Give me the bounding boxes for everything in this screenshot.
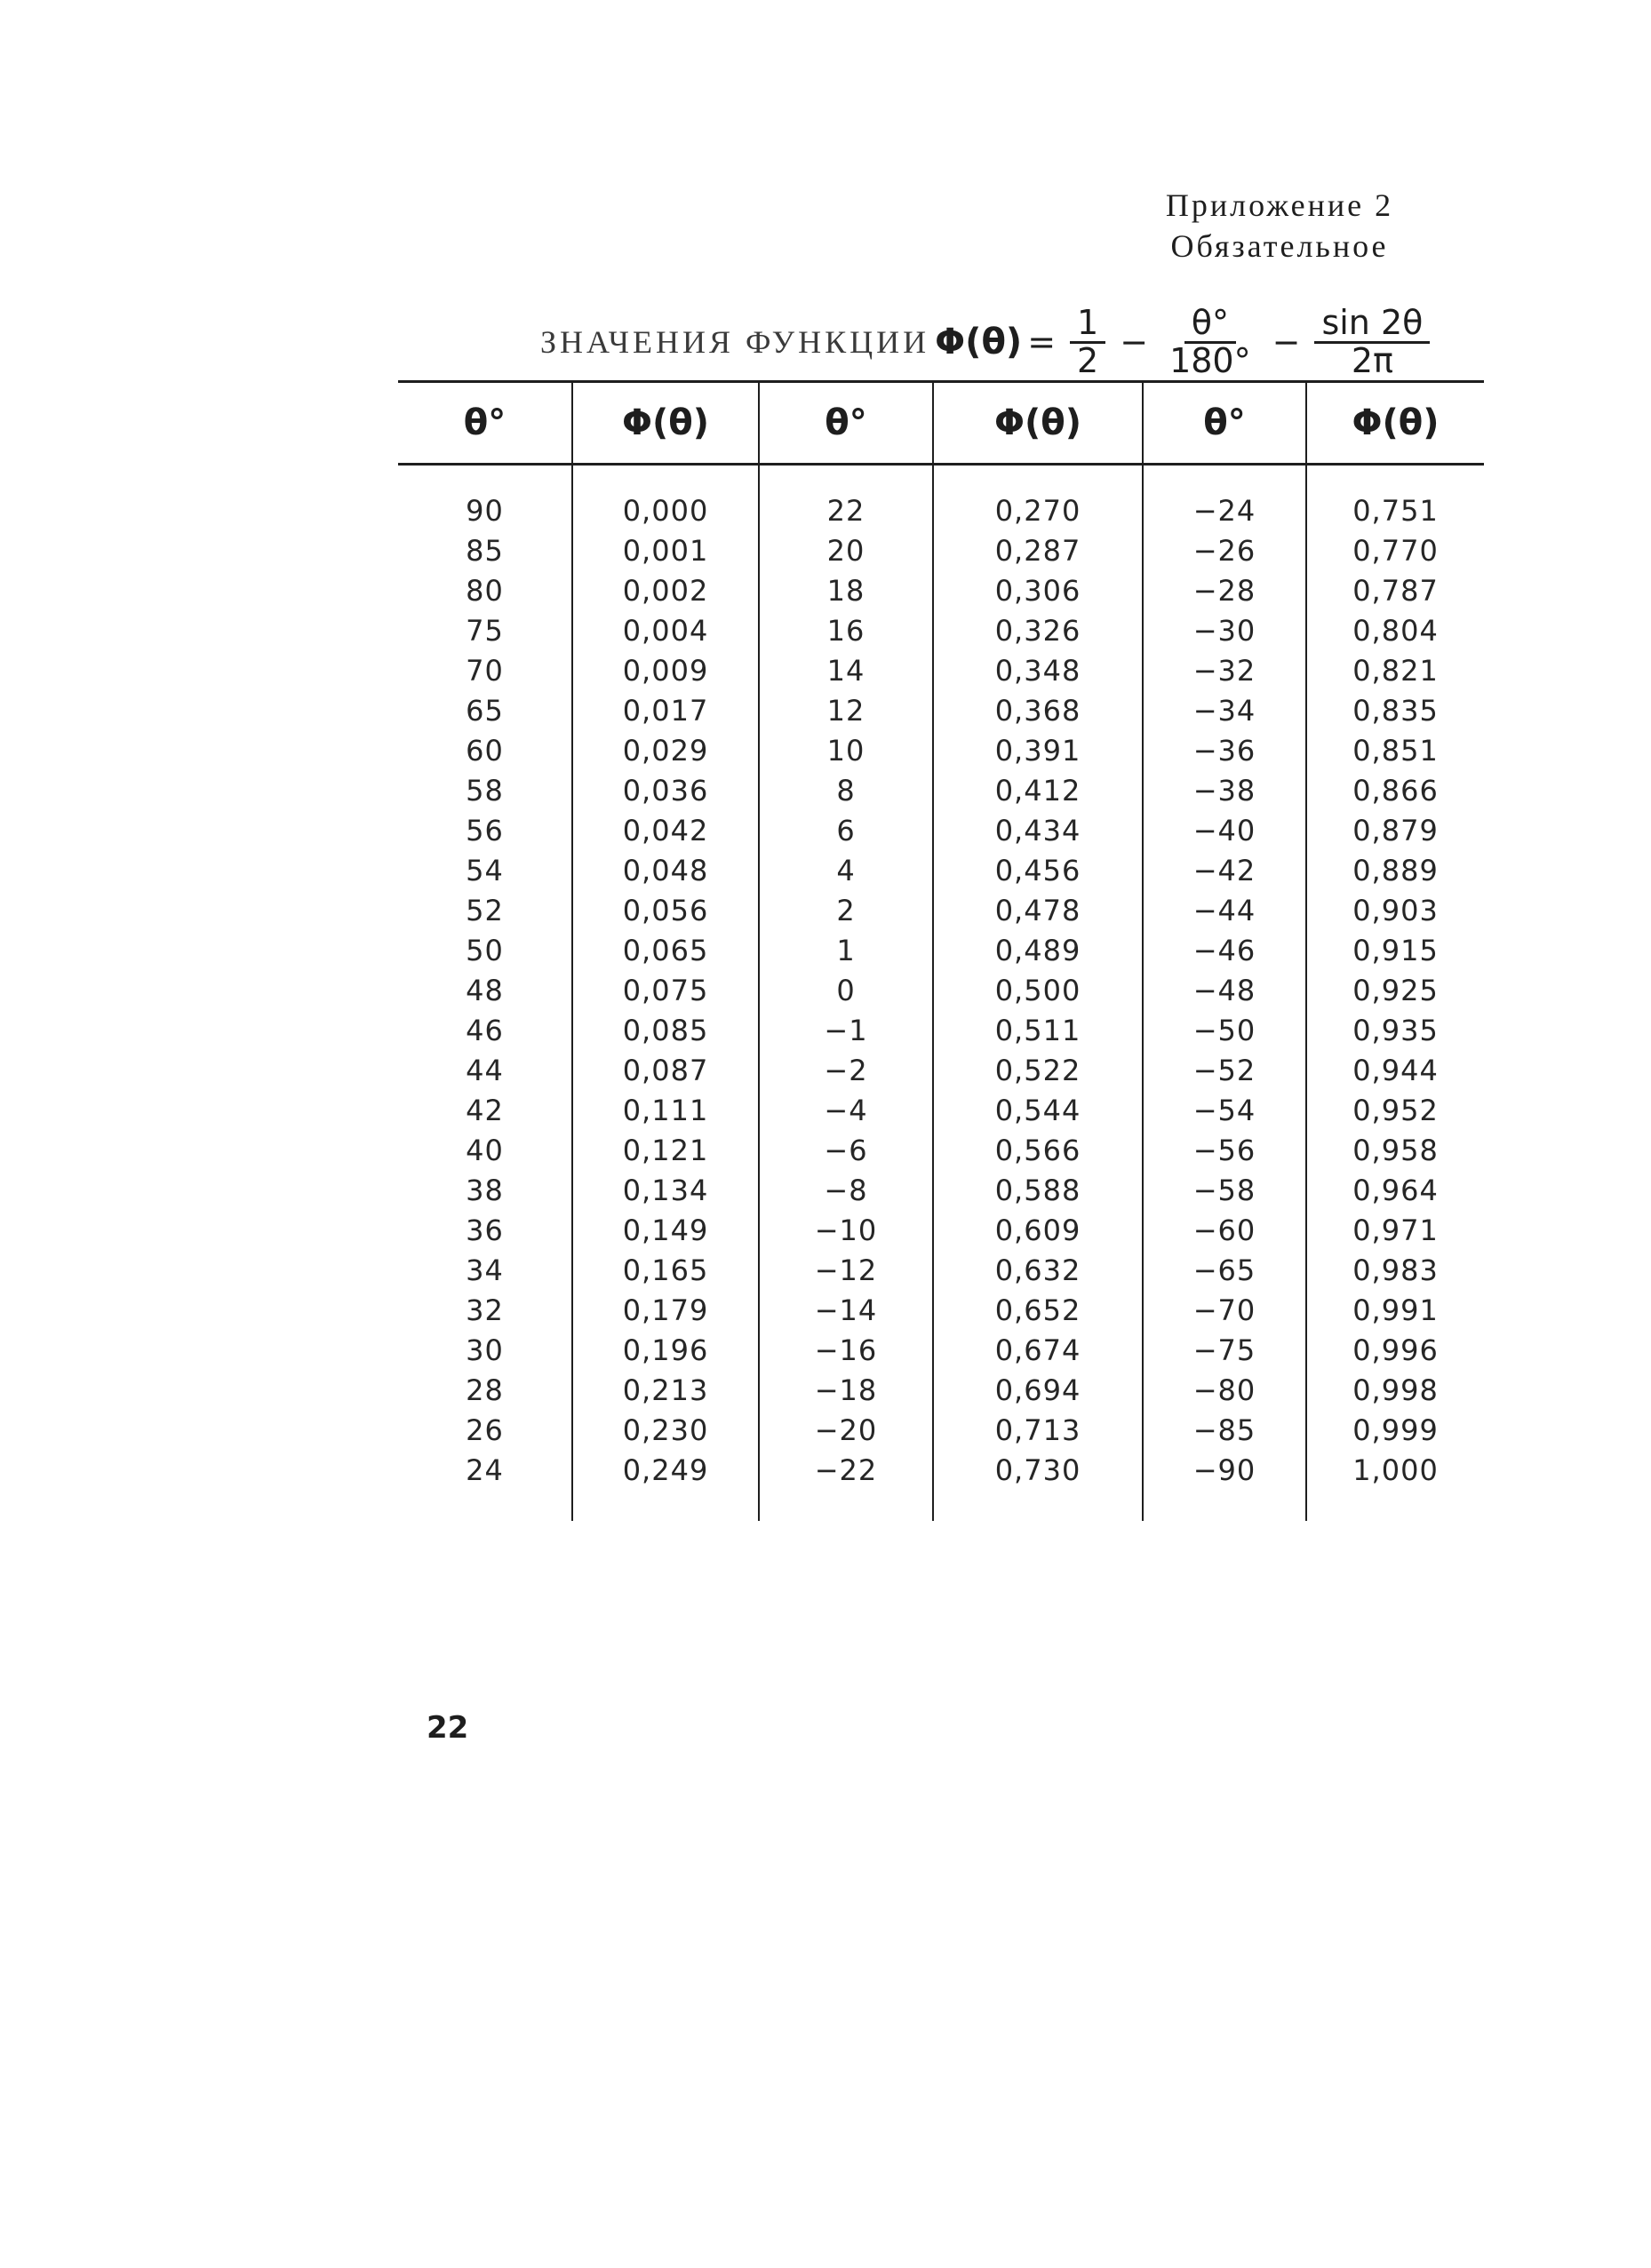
- phi-value-cell: 0,075: [572, 971, 759, 1011]
- fraction-denominator: 2: [1077, 340, 1099, 380]
- angle-cell: −22: [759, 1451, 933, 1491]
- fraction-numerator: sin 2θ: [1314, 306, 1430, 344]
- angle-cell: −38: [1143, 771, 1306, 811]
- phi-value-cell: 0,456: [933, 851, 1143, 891]
- angle-cell: 70: [466, 654, 504, 688]
- phi-value-cell: 1,000: [1306, 1451, 1484, 1491]
- phi-value-cell: 0,952: [1306, 1091, 1484, 1131]
- angle-cell: 52: [466, 894, 504, 927]
- angle-cell: 40: [466, 1134, 504, 1167]
- angle-cell: −50: [1143, 1011, 1306, 1051]
- angle-cell: −44: [1143, 891, 1306, 931]
- fraction-numerator: 1: [1070, 306, 1105, 344]
- phi-value-cell: 0,632: [933, 1251, 1143, 1291]
- column-header-phi: Φ(θ): [933, 382, 1143, 465]
- column-header-phi: Φ(θ): [1306, 382, 1484, 465]
- angle-cell: 6: [759, 811, 933, 851]
- phi-value-cell: 0,500: [933, 971, 1143, 1011]
- spacer-cell: [1306, 1491, 1484, 1521]
- table-row: [398, 1091, 1484, 1131]
- table-row: [398, 1291, 1484, 1331]
- angle-cell: −20: [759, 1411, 933, 1451]
- phi-value-cell: 0,213: [572, 1371, 759, 1411]
- phi-value-cell: 0,391: [933, 731, 1143, 771]
- phi-value-cell: 0,196: [572, 1331, 759, 1371]
- column-header-angle: θ°: [1143, 382, 1306, 465]
- column-header-phi: Φ(θ): [572, 382, 759, 465]
- phi-value-cell: 0,713: [933, 1411, 1143, 1451]
- phi-value-cell: 0,412: [933, 771, 1143, 811]
- phi-value-cell: 0,042: [572, 811, 759, 851]
- table-row: [398, 971, 1484, 1011]
- spacer-cell: [759, 1491, 933, 1521]
- table-spacer-row: [398, 465, 1484, 491]
- angle-cell: 58: [466, 774, 504, 808]
- angle-cell: 30: [466, 1333, 504, 1367]
- angle-cell: −28: [1143, 571, 1306, 611]
- table-row: [398, 691, 1484, 731]
- angle-cell: −48: [1143, 971, 1306, 1011]
- angle-cell: −14: [759, 1291, 933, 1331]
- phi-value-cell: 0,770: [1306, 531, 1484, 571]
- angle-cell: −56: [1143, 1131, 1306, 1171]
- angle-cell: 14: [759, 651, 933, 691]
- angle-cell: 80: [466, 574, 504, 608]
- formula-fraction-half: [1070, 302, 1105, 380]
- phi-value-cell: 0,983: [1306, 1251, 1484, 1291]
- angle-cell: 50: [466, 934, 504, 967]
- formula-minus: −: [1120, 322, 1149, 362]
- phi-value-cell: 0,121: [572, 1131, 759, 1171]
- angle-cell: 28: [466, 1373, 504, 1407]
- phi-value-cell: 0,889: [1306, 851, 1484, 891]
- angle-cell: 22: [759, 491, 933, 531]
- table-row: [398, 611, 1484, 651]
- table-row: [398, 1371, 1484, 1411]
- phi-value-cell: 0,179: [572, 1291, 759, 1331]
- spacer-cell: [572, 465, 759, 491]
- table-body: [398, 465, 1484, 1521]
- phi-value-cell: 0,085: [572, 1011, 759, 1051]
- phi-value-cell: 0,991: [1306, 1291, 1484, 1331]
- phi-value-cell: 0,004: [572, 611, 759, 651]
- angle-cell: 2: [759, 891, 933, 931]
- phi-value-cell: 0,368: [933, 691, 1143, 731]
- table-row: [398, 1011, 1484, 1051]
- angle-cell: −80: [1143, 1371, 1306, 1411]
- angle-cell: 75: [466, 614, 504, 648]
- phi-value-cell: 0,915: [1306, 931, 1484, 971]
- angle-cell: −18: [759, 1371, 933, 1411]
- table-row: [398, 531, 1484, 571]
- spacer-cell: [933, 465, 1143, 491]
- angle-cell: 24: [466, 1453, 504, 1487]
- angle-cell: −26: [1143, 531, 1306, 571]
- table-row: [398, 1331, 1484, 1371]
- phi-value-cell: 0,787: [1306, 571, 1484, 611]
- table-row: [398, 931, 1484, 971]
- spacer-cell: [1143, 465, 1306, 491]
- phi-value-cell: 0,165: [572, 1251, 759, 1291]
- angle-cell: 16: [759, 611, 933, 651]
- angle-cell: −46: [1143, 931, 1306, 971]
- angle-cell: 12: [759, 691, 933, 731]
- fraction-numerator: θ°: [1184, 306, 1236, 344]
- spacer-cell: [933, 1491, 1143, 1521]
- phi-value-cell: 0,674: [933, 1331, 1143, 1371]
- formula-minus: −: [1272, 322, 1301, 362]
- angle-cell: 34: [466, 1253, 504, 1287]
- angle-cell: 26: [466, 1413, 504, 1447]
- phi-value-cell: 0,048: [572, 851, 759, 891]
- angle-cell: 90: [466, 494, 504, 528]
- spacer-cell: [1306, 465, 1484, 491]
- phi-value-cell: 0,851: [1306, 731, 1484, 771]
- angle-cell: 48: [466, 974, 504, 1007]
- table-row: [398, 851, 1484, 891]
- phi-value-cell: 0,029: [572, 731, 759, 771]
- phi-value-cell: 0,306: [933, 571, 1143, 611]
- phi-value-cell: 0,478: [933, 891, 1143, 931]
- table-row: [398, 491, 1484, 531]
- spacer-cell: [398, 1491, 572, 1521]
- appendix-status: Обязательное: [1170, 228, 1389, 264]
- phi-value-cell: 0,056: [572, 891, 759, 931]
- formula-lhs: Φ(θ): [935, 322, 1023, 362]
- phi-value-cell: 0,958: [1306, 1131, 1484, 1171]
- phi-value-cell: 0,999: [1306, 1411, 1484, 1451]
- phi-value-cell: 0,270: [933, 491, 1143, 531]
- phi-value-cell: 0,230: [572, 1411, 759, 1451]
- angle-cell: 44: [466, 1054, 504, 1087]
- angle-cell: 85: [466, 534, 504, 568]
- phi-value-cell: 0,964: [1306, 1171, 1484, 1211]
- angle-cell: 0: [759, 971, 933, 1011]
- angle-cell: 42: [466, 1094, 504, 1127]
- angle-cell: −1: [759, 1011, 933, 1051]
- phi-value-cell: 0,002: [572, 571, 759, 611]
- table-row: [398, 771, 1484, 811]
- phi-value-cell: 0,009: [572, 651, 759, 691]
- angle-cell: −60: [1143, 1211, 1306, 1251]
- table-header-row: [398, 382, 1484, 465]
- phi-value-cell: 0,000: [572, 491, 759, 531]
- phi-value-cell: 0,326: [933, 611, 1143, 651]
- phi-value-cell: 0,149: [572, 1211, 759, 1251]
- angle-cell: 38: [466, 1174, 504, 1207]
- phi-value-cell: 0,879: [1306, 811, 1484, 851]
- formula-fraction-angle: [1162, 302, 1258, 380]
- phi-value-cell: 0,017: [572, 691, 759, 731]
- appendix-label: Приложение 2: [1165, 187, 1394, 223]
- table-row: [398, 1131, 1484, 1171]
- angle-cell: −6: [759, 1131, 933, 1171]
- table-row: [398, 1411, 1484, 1451]
- phi-value-cell: 0,835: [1306, 691, 1484, 731]
- angle-cell: 10: [759, 731, 933, 771]
- phi-value-cell: 0,566: [933, 1131, 1143, 1171]
- spacer-cell: [398, 465, 572, 491]
- table-row: [398, 651, 1484, 691]
- angle-cell: 20: [759, 531, 933, 571]
- spacer-cell: [1143, 1491, 1306, 1521]
- angle-cell: 18: [759, 571, 933, 611]
- phi-value-cell: 0,996: [1306, 1331, 1484, 1371]
- angle-cell: 32: [466, 1293, 504, 1327]
- angle-cell: −4: [759, 1091, 933, 1131]
- angle-cell: −42: [1143, 851, 1306, 891]
- table-row: [398, 731, 1484, 771]
- table-row: [398, 1051, 1484, 1091]
- angle-cell: −52: [1143, 1051, 1306, 1091]
- phi-value-cell: 0,903: [1306, 891, 1484, 931]
- angle-cell: −85: [1143, 1411, 1306, 1451]
- table-row: [398, 1251, 1484, 1291]
- fraction-denominator: 180°: [1169, 340, 1251, 380]
- phi-value-cell: 0,522: [933, 1051, 1143, 1091]
- table-row: [398, 891, 1484, 931]
- angle-cell: −2: [759, 1051, 933, 1091]
- formula-title: [540, 293, 1447, 391]
- angle-cell: 65: [466, 694, 504, 728]
- formula-equals: =: [1027, 322, 1057, 362]
- spacer-cell: [572, 1491, 759, 1521]
- fraction-denominator: 2π: [1351, 340, 1393, 380]
- phi-value-cell: 0,694: [933, 1371, 1143, 1411]
- angle-cell: −32: [1143, 651, 1306, 691]
- phi-value-cell: 0,544: [933, 1091, 1143, 1131]
- column-header-angle: θ°: [398, 382, 572, 465]
- phi-value-cell: 0,730: [933, 1451, 1143, 1491]
- angle-cell: −12: [759, 1251, 933, 1291]
- phi-value-cell: 0,434: [933, 811, 1143, 851]
- phi-value-cell: 0,348: [933, 651, 1143, 691]
- angle-cell: −30: [1143, 611, 1306, 651]
- formula-fraction-sine: [1314, 302, 1430, 380]
- angle-cell: −10: [759, 1211, 933, 1251]
- phi-value-cell: 0,751: [1306, 491, 1484, 531]
- phi-value-cell: 0,588: [933, 1171, 1143, 1211]
- phi-value-cell: 0,036: [572, 771, 759, 811]
- angle-cell: −24: [1143, 491, 1306, 531]
- phi-value-cell: 0,609: [933, 1211, 1143, 1251]
- angle-cell: −58: [1143, 1171, 1306, 1211]
- phi-value-cell: 0,971: [1306, 1211, 1484, 1251]
- phi-value-cell: 0,925: [1306, 971, 1484, 1011]
- values-table-container: [398, 380, 1484, 1521]
- phi-value-cell: 0,511: [933, 1011, 1143, 1051]
- phi-value-cell: 0,866: [1306, 771, 1484, 811]
- phi-value-cell: 0,935: [1306, 1011, 1484, 1051]
- phi-value-cell: 0,804: [1306, 611, 1484, 651]
- angle-cell: −75: [1143, 1331, 1306, 1371]
- angle-cell: −16: [759, 1331, 933, 1371]
- angle-cell: 4: [759, 851, 933, 891]
- angle-cell: −70: [1143, 1291, 1306, 1331]
- table-row: [398, 1451, 1484, 1491]
- phi-value-cell: 0,065: [572, 931, 759, 971]
- angle-cell: 60: [466, 734, 504, 768]
- phi-value-cell: 0,998: [1306, 1371, 1484, 1411]
- phi-value-cell: 0,652: [933, 1291, 1143, 1331]
- table-row: [398, 571, 1484, 611]
- phi-value-cell: 0,134: [572, 1171, 759, 1211]
- table-row: [398, 811, 1484, 851]
- phi-value-cell: 0,001: [572, 531, 759, 571]
- table-row: [398, 1211, 1484, 1251]
- angle-cell: −36: [1143, 731, 1306, 771]
- title-caption: ЗНАЧЕНИЯ ФУНКЦИИ: [540, 324, 930, 360]
- angle-cell: 1: [759, 931, 933, 971]
- phi-value-cell: 0,489: [933, 931, 1143, 971]
- table-row: [398, 1171, 1484, 1211]
- function-values-table: [398, 380, 1484, 1521]
- angle-cell: 54: [466, 854, 504, 887]
- angle-cell: −65: [1143, 1251, 1306, 1291]
- phi-value-cell: 0,287: [933, 531, 1143, 571]
- phi-value-cell: 0,087: [572, 1051, 759, 1091]
- phi-value-cell: 0,944: [1306, 1051, 1484, 1091]
- phi-value-cell: 0,821: [1306, 651, 1484, 691]
- angle-cell: 36: [466, 1214, 504, 1247]
- angle-cell: 56: [466, 814, 504, 848]
- angle-cell: 46: [466, 1014, 504, 1047]
- angle-cell: −8: [759, 1171, 933, 1211]
- angle-cell: −90: [1143, 1451, 1306, 1491]
- angle-cell: −54: [1143, 1091, 1306, 1131]
- column-header-angle: θ°: [759, 382, 933, 465]
- phi-value-cell: 0,111: [572, 1091, 759, 1131]
- phi-value-cell: 0,249: [572, 1451, 759, 1491]
- angle-cell: −40: [1143, 811, 1306, 851]
- page-number: 22: [427, 1710, 469, 1746]
- table-spacer-row: [398, 1491, 1484, 1521]
- angle-cell: 8: [759, 771, 933, 811]
- angle-cell: −34: [1143, 691, 1306, 731]
- spacer-cell: [759, 465, 933, 491]
